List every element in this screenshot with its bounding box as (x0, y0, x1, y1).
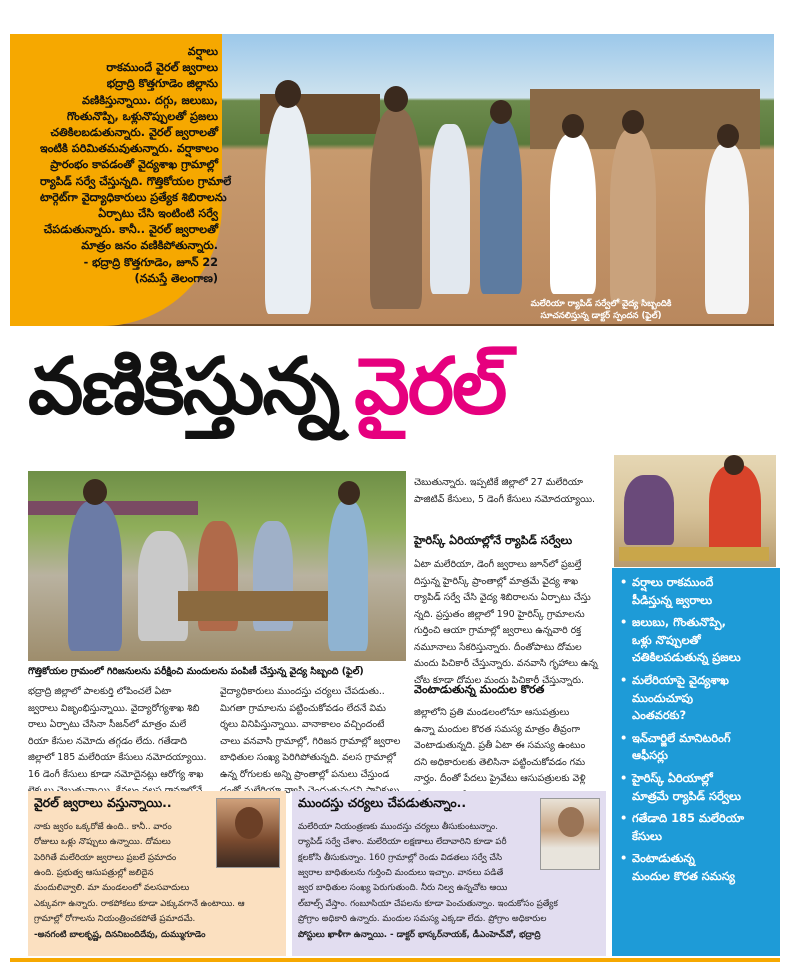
quote-box-2-text-top: మలేరియా నియంత్రణకు ముందస్తు చర్యలు తీసుకుంటున్నాం. ర్యాపిడ్ సర్వే చేశాం. మలేరియా లక్షణాలు లేదావారిని కూడా పరీ క్షలకోసి తీసుకున్నాం. 160 గ్రామాల్లో రెండు విడతలు సర్వే చేసి (298, 822, 507, 863)
photo2-caption: గొత్తికోయల గ్రామంలో గిరిజనులను పరీక్షించి మందులను పంపిణీ చేస్తున్న వైద్య సిబ్బంది (ఫైల్) (28, 663, 406, 681)
portrait-1 (216, 798, 280, 868)
portrait-2 (540, 798, 600, 870)
photo1-caption: మలేరియా ర్యాపిడ్ సర్వేలో వైద్య సిబ్బందికి సూచనలిస్తున్న డాక్టర్ స్పందన (ఫైల్) (530, 299, 672, 321)
quote-box-1-text-top: నాకు జ్వరం ఒక్కరోజే ఉంది.. కానీ.. వారం రోజులు ఒళ్లు నొప్పులు ఉన్నాయి. దోమలు పెరిగితే మలేరియా జ్వరాలు ప్రబలే ప్రమాదం (34, 822, 177, 863)
quote-box-1-text-bottom: ఉంది. ప్రభుత్వ ఆసుపత్రుల్లో జలిదైన మందులివ్వాలి. మా మండలంలో వలసవాదులు ఎక్కువగా ఉన్నారు. రాకపోకలు కూడా ఎక్కువగానే ఉంటాయి. ఆ గ్రామాల్లో రోగాలను నియంత్రించకపోతే ప్రమాదమే. -అనగంటి బాలకృష్ణ, దిననిబందిదేవు, దుమ్ముగూడెం (34, 868, 245, 940)
highlight-item: • ఇన్‌చార్జిలే మానిటరింగ్ ఆఫీసర్లు (620, 730, 774, 765)
bottom-rule (10, 958, 780, 962)
quote-box-2-title: ముందస్తు చర్యలు చేపడుతున్నాం.. (298, 795, 467, 810)
highlight-item: • మలేరియాపై వైద్యశాఖ ముందుచూపు ఎంతవరకు? (620, 672, 774, 725)
article-column-c-mid: ఏటా మలేరియా, డెంగీ జ్వరాలు జూన్‌లో ప్రబల్తే దిస్తున్న హైరిస్క్ ప్రాంతాల్లో మాత్రమే వైద్య శాఖ ర్యాపిడ్ సర్వే చేసి వైద్య శిబిరాలను ఏర్పాటు చేస్తు న్నది. ప్రస్తుతం జిల్లాలో 190 హైరిస్క్ గ్రామాలను గుర్తించి ఆయా గ్రామాల్లో జ్వరాలు ఉన్నవారి రక్త నమూనాలు సేకరిస్తున్నారు. దీంతోపాటు దోమల మందు పిచికారీ చేస్తున్నారు. వనవాసి గృహాలు ఉన్న చోట కూడా దోమల మందు పిచికారీ చేస్తున్నారు. (414, 559, 598, 686)
quote-box-2-text-bottom: జ్వరాల బాధితులను గుర్తించి మందులు ఇచ్చాం. వానలు పడితే జ్వర బాధితుల సంఖ్య పెరుగుతుంది. నీరు నిల్వ ఉన్నచోట ఆయి ల్‌బాల్స్ వేస్తాం. గంబూసియా చేపలను కూడా పెంచుతున్నాం. ఇందుకోసం ప్రత్యేక ప్రోగ్రాం అధికారి ఉన్నారు. మందుల సమస్య ఎక్కడా లేదు. ప్రోగ్రాం అధికారుల పోస్టులు ఖాళీగా ఉన్నాయి. - డాక్టర్ భాస్కర్‌నాయక్, డీఎంహెచ్‌వో, భద్రాద్రి (298, 868, 558, 940)
headline (28, 342, 788, 446)
highlight-item: • వర్షాలు రాకముందే పీడిస్తున్న జ్వరాలు (620, 574, 774, 609)
article-column-c-top: చెబుతున్నారు. ఇప్పటికే జిల్లాలో 27 మలేరియా పాజిటివ్ కేసులు, 5 డెంగీ కేసులు నమోదయ్యాయి. (414, 477, 596, 505)
intro-text: వర్షాలు రాకముందే వైరల్ జ్వరాలు భద్రాద్రి కొత్తగూడెం జిల్లాను వణికిస్తున్నాయి. దగ్గు, జలుబు, గొంతునొప్పి, ఒళ్లునొప్పులతో ప్రజలు చతికిలబడుతున్నారు. వైరల్ జ్వరాలతో ఇంటికి పరిమితమవుతున్నారు. వర్షాకాలం ప్రారంభం కావడంతో వైద్యశాఖ గ్రామాల్లో ర్యాపిడ్ సర్వే చేస్తున్నది. గొత్తికోయల గ్రామాలే టార్గెట్‌గా వైద్యాధికారులు ప్రత్యేక శిబిరాలను ఏర్పాటు చేసి ఇంటింటి సర్వే చేపడుతున్నారు. కానీ.. వైరల్ జ్వరాలతో మాత్రం జనం వణికిపోతున్నారు. - భద్రాద్రి కొత్తగూడెం, జూన్ 22 (నమస్తే తెలంగాణ) (40, 45, 232, 285)
right-photo (614, 455, 776, 567)
article-column-b: వైద్యాధికారులు ముందస్తు చర్యలు చేపడుతు.. మిగతా గ్రామాలను పట్టించుకోవడం లేదనే విమ ర్శలు వినిపిస్తున్నాయి. వానాకాలం వచ్చిందంటే చాలు వనవాసి గ్రామాల్లో, గిరిజన గ్రామాల్లో జ్వరాల బాధితుల సంఖ్య పెరిగిపోతున్నది. వలస గ్రామాల్లో ఉన్న రోగులకు అన్ని ప్రాంతాల్లో పనులు చేస్తుండ (220, 686, 401, 780)
quote-box-1-title: వైరల్ జ్వరాలు వస్తున్నాయి.. (34, 795, 172, 810)
headline-part2: వైరల్ (354, 342, 506, 432)
article-column-a: భద్రాద్రి జిల్లాలో పాలకుర్తి లోపించలే ఏటా జ్వరాలు విజృంభిస్తున్నాయి. వైద్యారోగ్యశాఖ శిబి రాలు ఏర్పాటు చేసినా సీజన్‌లో మాత్రం మలే రియా కేసుల నమోదు తగ్గడం లేదు. గతేడాది జిల్లాలో 185 మలేరియా కేసులు నమోదయ్యాయి. 16 డెంగీ కేసులు కూడా నమోదైనట్లు ఆరోగ్య శాఖ (28, 686, 207, 780)
middle-photo (28, 471, 406, 661)
highlight-item: • జలుబు, గొంతునొప్పి, ఒళ్లు నొప్పులతో చతికిలపడుతున్న ప్రజలు (620, 614, 774, 667)
highlight-item: • గతేడాది 185 మలేరియా కేసులు (620, 810, 774, 845)
subhead-rapid-surveys: హైరిస్క్ ఏరియాల్లోనే ర్యాపిడ్ సర్వేలు (414, 534, 573, 547)
headline-part1: వణికిస్తున్న (28, 342, 339, 432)
highlight-item: • వెంటాడుతున్న మందుల కొరత సమస్య (620, 850, 774, 885)
highlight-item: • హైరిస్క్ ఏరియాల్లో మాత్రమే ర్యాపిడ్ సర్వేలు (620, 770, 774, 805)
subhead-medicine-shortage: వెంటాడుతున్న మందుల కొరత (414, 683, 545, 696)
highlights-box (612, 568, 780, 956)
article-column-c-bottom: జిల్లాలోని ప్రతి మండలంలోనూ ఆసుపత్రులు ఉన్నా మందుల కొరత సమస్య మాత్రం తీవ్రంగా వెంటాడుతున్నది. ప్రతీ ఏటా ఈ సమస్య ఉంటుం దని అధికారులకు తెలిసినా పట్టించుకోవడం గమ నార్హం. దీంతో పేదలు ప్రైవేటు ఆసుపత్రులకు వెళ్లి (414, 707, 586, 784)
